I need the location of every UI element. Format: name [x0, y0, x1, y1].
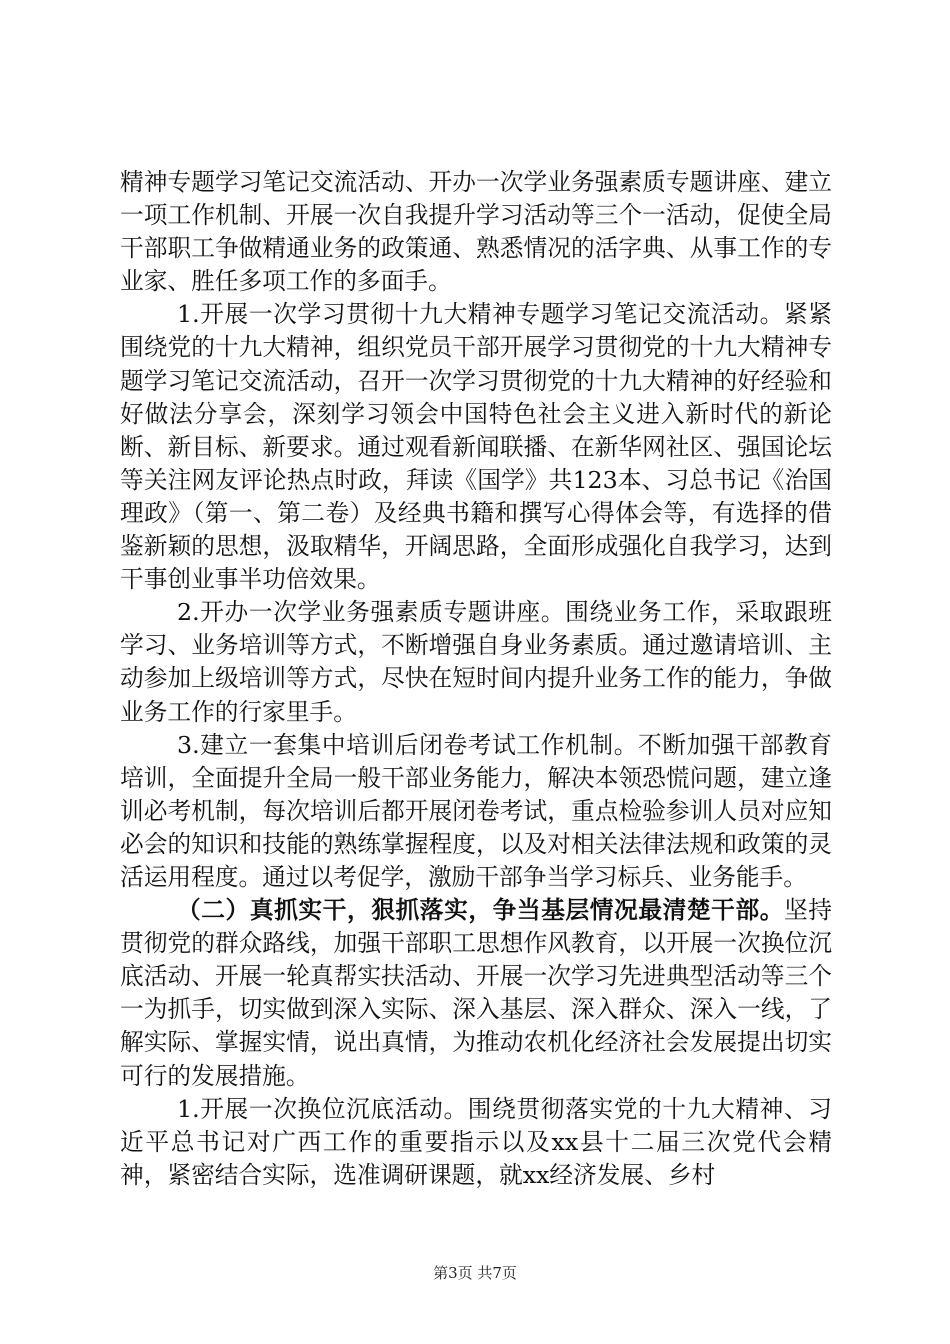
- paragraph-item-1: 1.开展一次学习贯彻十九大精神专题学习笔记交流活动。紧紧围绕党的十九大精神，组织党员干部开展学习贯彻党的十九大精神专题学习笔记交流活动，召开一次学习贯彻党的十九大精神的好经验和好做法分享会，深刻学习领会中国特色社会主义进入新时代的新论断、新目标、新要求。通过观看新闻联播、在新华网社区、强国论坛等关注网友评论热点时政，拜读《国学》共123本、习总书记《治国理政》（第一、第二卷）及经典书籍和撰写心得体会等，有选择的借鉴新颖的思想，汲取精华，开阔思路，全面形成强化自我学习，达到干事创业事半功倍效果。: [120, 300, 832, 594]
- paragraph-item-4: 1.开展一次换位沉底活动。围绕贯彻落实党的十九大精神、习近平总书记对广西工作的重要指示以及xx县十二届三次党代会精神，紧密结合实际，选准调研课题，就xx经济发展、乡村: [120, 1094, 832, 1189]
- document-body: [120, 166, 832, 1192]
- paragraph-item-2: 2.开办一次学业务强素质专题讲座。围绕业务工作，采取跟班学习、业务培训等方式，不断增强自身业务素质。通过邀请培训、主动参加上级培训等方式，尽快在短时间内提升业务工作的能力，争做业务工作的行家里手。: [120, 598, 832, 726]
- paragraph-item-3: 3.建立一套集中培训后闭卷考试工作机制。不断加强干部教育培训，全面提升全局一般干部业务能力，解决本领恐慌问题，建立逢训必考机制，每次培训后都开展闭卷考试，重点检验参训人员对应知必会的知识和技能的熟练掌握程度，以及对相关法律法规和政策的灵活运用程度。通过以考促学，激励干部争当学习标兵、业务能手。: [120, 730, 832, 891]
- paragraph-continuation: 精神专题学习笔记交流活动、开办一次学业务强素质专题讲座、建立一项工作机制、开展一次自我提升学习活动等三个一活动，促使全局干部职工争做精通业务的政策通、熟悉情况的活字典、从事工作的专业家、胜任多项工作的多面手。: [120, 168, 832, 296]
- section-paragraph: [120, 894, 832, 1093]
- page-number-footer: 第3页 共7页: [433, 1264, 517, 1282]
- section-heading: （二）真抓实干，狠抓落实，争当基层情况最清楚干部。: [177, 896, 785, 925]
- section-body: 坚持贯彻党的群众路线，加强干部职工思想作风教育，以开展一次换位沉底活动、开展一轮真帮实扶活动、开展一次学习先进典型活动等三个一为抓手，切实做到深入实际、深入基层、深入群众、深入一线，了解实际、掌握实情，说出真情，为推动农机化经济社会发展提出切实可行的发展措施。: [120, 896, 832, 1090]
